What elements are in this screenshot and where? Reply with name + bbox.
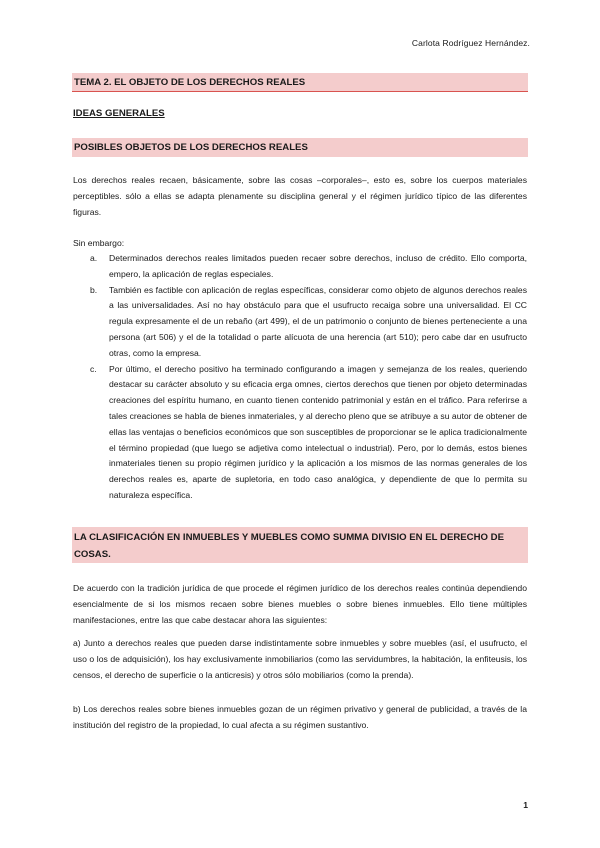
list-marker: b. (90, 284, 98, 295)
objects-list (73, 251, 527, 504)
page-number: 1 (523, 800, 528, 810)
point-b-paragraph: b) Los derechos reales sobre bienes inmuebles gozan de un régimen privativo y general de publicidad, a través de la institución del registro de la propiedad, lo cual afecta a su régimen sustantivo. (73, 704, 527, 731)
tema-heading: TEMA 2. EL OBJETO DE LOS DERECHOS REALES (72, 73, 528, 92)
list-item-text: También es factible con aplicación de reglas específicas, considerar como objeto de algunos derechos reales a las universalidades. Así no hay obstáculo para que el usufructo recaiga sobre una universalidad. El CC regula expresamente el de un rebaño (art 499), el de un patrimonio o conjunto de bienes perteneciente a una persona (art 506) y el de la totalidad o parte alícuota de una herencia (art 510); pero cabe dar en usufructo otras, como la empresa. (109, 284, 527, 358)
list-item (73, 251, 527, 283)
list-item-text: Determinados derechos reales limitados pueden recaer sobre derechos, incluso de crédito. Ello comporta, empero, la aplicación de reglas especiales. (109, 253, 527, 279)
list-marker: c. (90, 363, 97, 374)
intro-paragraph: Los derechos reales recaen, básicamente, sobre las cosas –corporales–, esto es, sobre los cuerpos materiales perceptibles. sólo a ellas se adapta plenamente su disciplina general y el régimen jurídico típico de las diferentes figuras. (73, 175, 527, 218)
list-item-text: Por último, el derecho positivo ha terminado configurando a imagen y semejanza de los reales, queriendo destacar su carácter absoluto y su eficacia erga omnes, ciertos derechos que tienen por objeto determinadas creaciones del espíritu humano, en cuanto tienen contenido patrimonial y están en el tráfico. Para referirse a tales creaciones se habla de bienes inmateriales, y al derecho pleno que se atribuye a su autor de obtener de ellas las ventajas o beneficios económicos que son susceptibles de proporcionar se le aplica tradicionalmente el término propiedad (que luego se adjetiva como intelectual o industrial). Pero, por lo demás, estos bienes inmateriales tienen su propio régimen jurídico y la aplicación a los mismos de las normas generales de los derechos reales es, aparte de supletoria, en todo caso analógica, y dependiente de que lo permita su naturaleza específica. (109, 363, 527, 500)
list-item (73, 283, 527, 362)
author-header: Carlota Rodríguez Hernández. (411, 38, 530, 48)
list-marker: a. (90, 253, 98, 263)
list-item (73, 362, 527, 504)
clasificacion-heading: LA CLASIFICACIÓN EN INMUEBLES Y MUEBLES COMO SUMMA DIVISIO EN EL DERECHO DE COSAS. (72, 527, 528, 563)
ideas-generales-heading: IDEAS GENERALES (73, 108, 165, 119)
tradicion-paragraph: De acuerdo con la tradición jurídica de que procede el régimen jurídico de los derechos reales continúa dependiendo esencialmente de si los mismos recaen sobre bienes muebles o sobre bienes inmuebles. Ello tiene múltiples manifestaciones, entre las que cabe destacar ahora las siguientes: (73, 583, 527, 626)
point-a-paragraph: a) Junto a derechos reales que pueden darse indistintamente sobre inmuebles y sobre muebles (así, el usufructo, el uso o los de adquisición), los hay exclusivamente inmobiliarios (como las servidumbres, la habitación, la enfiteusis, los censos, el derecho de superficie o la anticresis) y otros sólo mobiliarios (como la prenda). (73, 638, 527, 681)
sin-embargo-text: Sin embargo: (73, 238, 125, 248)
posibles-objetos-heading: POSIBLES OBJETOS DE LOS DERECHOS REALES (72, 138, 528, 157)
